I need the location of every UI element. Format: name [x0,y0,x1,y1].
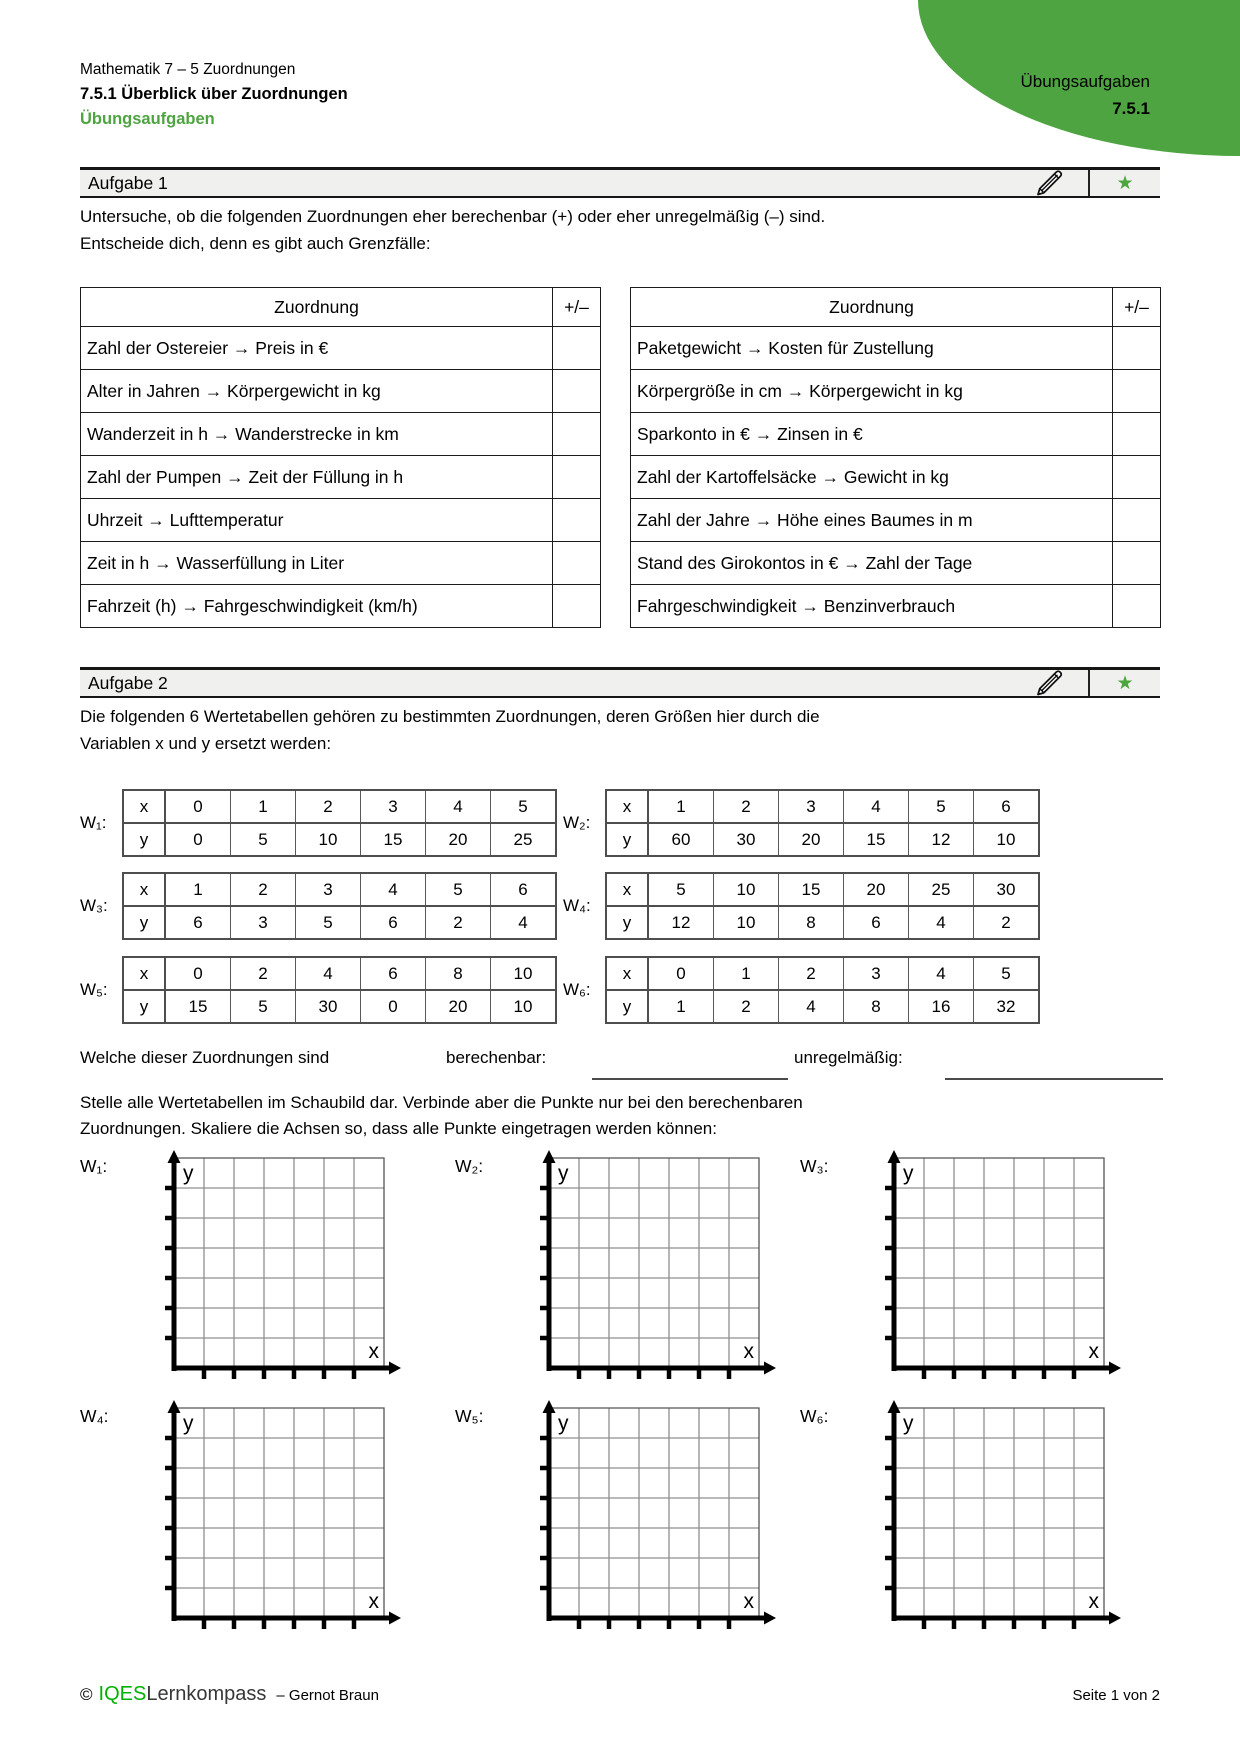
answer-blank-berechenbar[interactable] [592,1078,788,1080]
value-table-label: W₅: [80,980,108,999]
x-value: 6 [491,873,557,906]
value-table-w6 [563,956,1040,1024]
y-value: 10 [714,906,779,939]
x-value: 10 [714,873,779,906]
row-header-x: x [123,873,165,906]
zuordnung-text: Zeit in h → Wasserfüllung in Liter [81,542,553,585]
zuordnung-text: Körpergröße in cm → Körpergewicht in kg [631,370,1113,413]
x-value: 2 [779,957,844,990]
zuordnung-text: Zahl der Jahre → Höhe eines Baumes in m [631,499,1113,542]
y-value: 8 [779,906,844,939]
row-header-x: x [606,873,648,906]
task2-instruction-line1: Die folgenden 6 Wertetabellen gehören zu bestimmten Zuordnungen, deren Größen hier durch die [80,707,820,726]
table-row [81,327,601,370]
y-value: 30 [296,990,361,1023]
task2-instruction-line2: Variablen x und y ersetzt werden: [80,734,332,753]
value-table-w1 [80,789,557,857]
zuordnung-text: Zahl der Ostereier → Preis in € [81,327,553,370]
zuordnung-text: Wanderzeit in h → Wanderstrecke in km [81,413,553,456]
y-value: 0 [361,990,426,1023]
plot-block-w4 [80,1400,402,1634]
y-value: 2 [714,990,779,1023]
table-row [81,456,601,499]
x-value: 0 [165,957,231,990]
zuordnung-text: Zahl der Kartoffelsäcke → Gewicht in kg [631,456,1113,499]
answer-cell[interactable] [1113,327,1161,370]
x-value: 5 [426,873,491,906]
x-value: 10 [491,957,557,990]
coordinate-grid[interactable] [870,1400,1122,1634]
x-axis-label: x [1088,1590,1099,1613]
x-value: 5 [648,873,714,906]
x-value: 30 [974,873,1040,906]
task1-instruction-line1: Untersuche, ob die folgenden Zuordnungen eher berechenbar (+) oder eher unregelmäßig (–) sind. [80,207,826,226]
column-header-zuordnung: Zuordnung [631,288,1113,327]
table-header-row [631,288,1161,327]
table-row [631,327,1161,370]
table-row [81,585,601,628]
y-axis-label: y [903,1412,914,1435]
brand-iqes: IQES [98,1683,147,1705]
star-icon: ★ [1116,672,1134,694]
zuordnung-text: Sparkonto in € → Zinsen in € [631,413,1113,456]
x-value: 8 [426,957,491,990]
y-value: 3 [231,906,296,939]
zuordnung-text: Zahl der Pumpen → Zeit der Füllung in h [81,456,553,499]
y-axis-label: y [903,1162,914,1185]
task2-header-bar [80,667,1160,698]
course-title: Mathematik 7 – 5 Zuordnungen [80,61,296,78]
document-header [80,57,348,132]
value-table-label: W₂: [563,813,591,832]
answer-blank-unregelmaessig[interactable] [945,1078,1163,1080]
plot-label: W₄: [80,1406,109,1426]
value-table-label: W₆: [563,980,591,999]
column-header-sign: +/– [1113,288,1161,327]
y-value: 6 [361,906,426,939]
x-axis-label: x [368,1340,379,1363]
coordinate-grid[interactable] [870,1150,1122,1384]
y-value: 10 [296,823,361,856]
y-value: 6 [844,906,909,939]
task1-table-left [80,287,601,628]
y-value: 16 [909,990,974,1023]
copyright-icon: © [80,1685,93,1704]
value-table-label: W₃: [80,896,108,915]
y-value: 2 [426,906,491,939]
y-value: 4 [491,906,557,939]
value-table [122,956,557,1024]
value-table-w4 [563,872,1040,940]
y-axis-label: y [183,1412,194,1435]
coordinate-grid[interactable] [150,1150,402,1384]
answer-cell[interactable] [1113,542,1161,585]
value-table-w2 [563,789,1040,857]
table-row [81,370,601,413]
plot-block-w1 [80,1150,402,1384]
row-header-y: y [123,823,165,856]
y-value: 15 [361,823,426,856]
zuordnung-text: Uhrzeit → Lufttemperatur [81,499,553,542]
x-value: 2 [231,957,296,990]
y-value: 6 [165,906,231,939]
x-value: 2 [714,790,779,823]
value-table-w5 [80,956,557,1024]
row-header-y: y [123,906,165,939]
table-row [81,499,601,542]
plot-label: W₆: [800,1406,829,1426]
y-value: 32 [974,990,1040,1023]
table-row [631,585,1161,628]
plot-instructions [80,1090,803,1142]
corner-banner-number: 7.5.1 [1112,99,1150,118]
plot-instruction-line1: Stelle alle Wertetabellen im Schaubild dar. Verbinde aber die Punkte nur bei den berechenbaren [80,1093,803,1112]
answer-cell[interactable] [553,370,601,413]
column-header-zuordnung: Zuordnung [81,288,553,327]
y-value: 1 [648,990,714,1023]
question-label-berechenbar: berechenbar: [446,1048,547,1067]
task1-title: Aufgabe 1 [88,172,168,193]
x-value: 4 [844,790,909,823]
y-value: 4 [779,990,844,1023]
table-row [631,370,1161,413]
value-table [122,789,557,857]
coordinate-grid[interactable] [150,1400,402,1634]
answer-cell[interactable] [1113,499,1161,542]
task1-table-right [630,287,1161,628]
y-value: 5 [231,823,296,856]
x-value: 1 [231,790,296,823]
page-footer [80,1683,1160,1706]
page-subtitle: Übungsaufgaben [80,110,215,128]
y-value: 5 [296,906,361,939]
y-value: 0 [165,823,231,856]
x-value: 3 [844,957,909,990]
y-value: 12 [909,823,974,856]
x-value: 1 [714,957,779,990]
table-row [81,413,601,456]
row-header-x: x [123,790,165,823]
plot-label: W₁: [80,1156,108,1176]
answer-cell[interactable] [553,542,601,585]
x-value: 20 [844,873,909,906]
zuordnung-text: Paketgewicht → Kosten für Zustellung [631,327,1113,370]
zuordnung-text: Stand des Girokontos in € → Zahl der Tage [631,542,1113,585]
x-value: 4 [909,957,974,990]
y-value: 30 [714,823,779,856]
task1-header-bar [80,167,1160,198]
y-value: 12 [648,906,714,939]
value-table-label: W₁: [80,813,107,832]
x-value: 6 [974,790,1040,823]
corner-banner [918,0,1240,156]
y-value: 4 [909,906,974,939]
y-axis-label: y [558,1412,569,1435]
x-value: 5 [491,790,557,823]
table-row [631,499,1161,542]
y-value: 2 [974,906,1040,939]
page-title: 7.5.1 Überblick über Zuordnungen [80,85,348,103]
task2-title: Aufgabe 2 [88,672,168,693]
author-credit: – Gernot Braun [276,1687,379,1704]
x-value: 3 [779,790,844,823]
answer-cell[interactable] [553,327,601,370]
x-axis-label: x [368,1590,379,1613]
row-header-x: x [606,957,648,990]
question-label-unregelmaessig: unregelmäßig: [794,1048,903,1067]
plot-label: W₅: [455,1406,484,1426]
x-value: 4 [361,873,426,906]
answer-cell[interactable] [553,413,601,456]
x-value: 3 [296,873,361,906]
x-value: 4 [296,957,361,990]
y-value: 10 [491,990,557,1023]
zuordnung-text: Fahrgeschwindigkeit → Benzinverbrauch [631,585,1113,628]
value-table [605,872,1040,940]
y-value: 10 [974,823,1040,856]
answer-cell[interactable] [553,585,601,628]
x-value: 4 [426,790,491,823]
y-value: 60 [648,823,714,856]
y-value: 5 [231,990,296,1023]
value-table-label: W₄: [563,896,591,915]
table-row [631,542,1161,585]
row-header-y: y [123,990,165,1023]
y-value: 20 [426,823,491,856]
table-row [631,456,1161,499]
table-header-row [81,288,601,327]
row-header-y: y [606,823,648,856]
zuordnung-text: Alter in Jahren → Körpergewicht in kg [81,370,553,413]
x-axis-label: x [743,1590,754,1613]
row-header-x: x [606,790,648,823]
x-value: 1 [165,873,231,906]
value-table-w3 [80,872,557,940]
y-value: 15 [844,823,909,856]
x-value: 3 [361,790,426,823]
y-value: 15 [165,990,231,1023]
answer-cell[interactable] [1113,370,1161,413]
x-value: 0 [648,957,714,990]
answer-cell[interactable] [553,499,601,542]
column-header-sign: +/– [553,288,601,327]
y-value: 20 [426,990,491,1023]
x-value: 25 [909,873,974,906]
table-row [81,542,601,585]
pencil-icon [1032,168,1066,198]
x-value: 2 [231,873,296,906]
row-header-x: x [123,957,165,990]
zuordnung-text: Fahrzeit (h) → Fahrgeschwindigkeit (km/h) [81,585,553,628]
y-value: 8 [844,990,909,1023]
value-table [605,956,1040,1024]
plot-label: W₂: [455,1156,484,1176]
plot-block-w6 [800,1400,1122,1634]
coordinate-grid[interactable] [525,1400,777,1634]
plot-block-w3 [800,1150,1122,1384]
x-axis-label: x [743,1340,754,1363]
x-value: 6 [361,957,426,990]
task2-instructions [80,703,820,757]
y-value: 25 [491,823,557,856]
coordinate-grid[interactable] [525,1150,777,1384]
plot-block-w2 [455,1150,777,1384]
star-icon: ★ [1116,172,1134,194]
y-axis-label: y [183,1162,194,1185]
x-value: 15 [779,873,844,906]
value-table [122,872,557,940]
plot-instruction-line2: Zuordnungen. Skaliere die Achsen so, dass alle Punkte eingetragen werden können: [80,1119,717,1138]
y-value: 20 [779,823,844,856]
row-header-y: y [606,906,648,939]
table-row [631,413,1161,456]
plot-label: W₃: [800,1156,829,1176]
plot-block-w5 [455,1400,777,1634]
brand-lernkompass: Lernkompass [146,1683,267,1705]
x-axis-label: x [1088,1340,1099,1363]
x-value: 1 [648,790,714,823]
answer-cell[interactable] [553,456,601,499]
page-number: Seite 1 von 2 [1072,1687,1160,1704]
task1-instruction-line2: Entscheide dich, denn es gibt auch Grenzfälle: [80,234,431,253]
row-header-y: y [606,990,648,1023]
corner-banner-label: Übungsaufgaben [1020,72,1150,91]
answer-cell[interactable] [1113,456,1161,499]
answer-cell[interactable] [1113,585,1161,628]
x-value: 2 [296,790,361,823]
y-axis-label: y [558,1162,569,1185]
x-value: 0 [165,790,231,823]
pencil-icon [1032,668,1066,698]
x-value: 5 [974,957,1040,990]
x-value: 5 [909,790,974,823]
question-prefix: Welche dieser Zuordnungen sind [80,1048,330,1067]
answer-cell[interactable] [1113,413,1161,456]
value-table [605,789,1040,857]
task1-instructions [80,203,825,257]
